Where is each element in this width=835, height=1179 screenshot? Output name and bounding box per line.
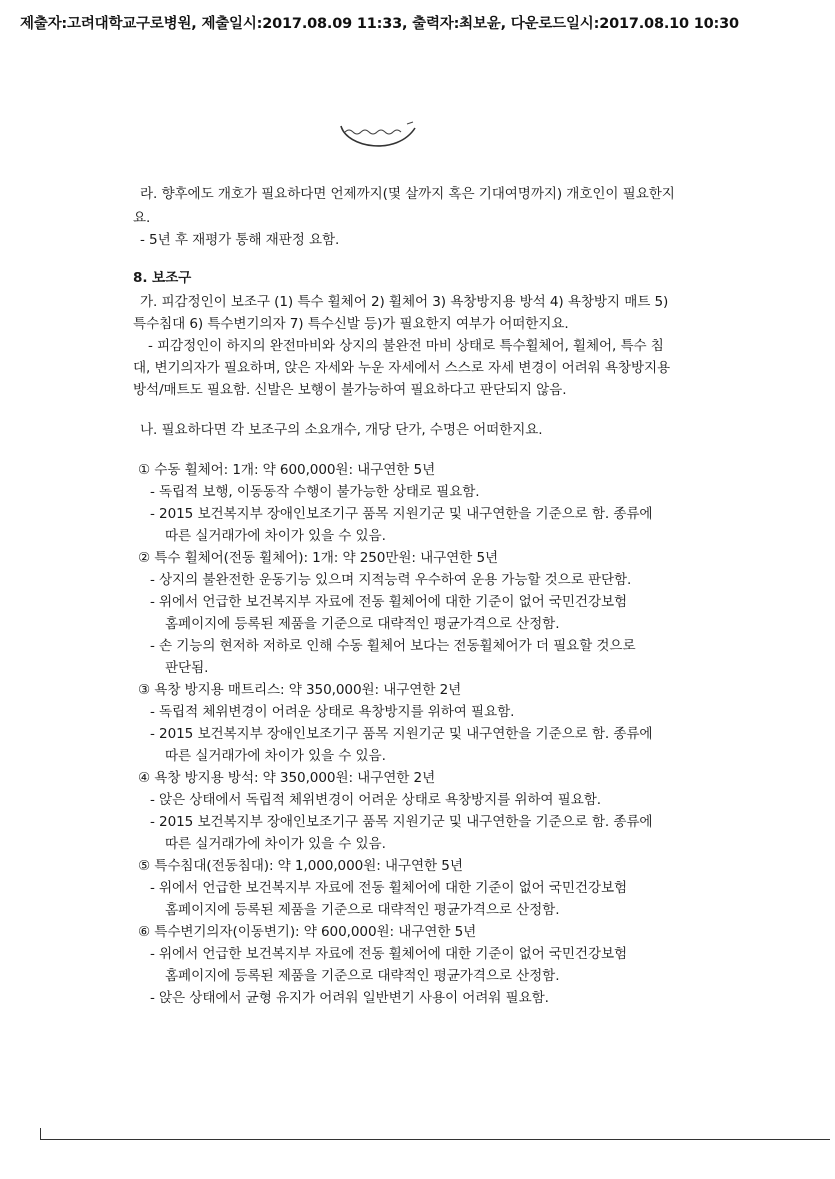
- body-line: 판단됨.: [165, 660, 209, 676]
- item-heading: ① 수동 휠체어: 1개: 약 600,000원: 내구연한 5년: [138, 462, 436, 478]
- item-heading: ④ 욕창 방지용 방석: 약 350,000원: 내구연한 2년: [138, 770, 436, 786]
- body-line: - 손 기능의 현저하 저하로 인해 수동 휠체어 보다는 전동휠체어가 더 필요할 것으로: [150, 638, 636, 654]
- body-line: 따른 실거래가에 차이가 있을 수 있음.: [165, 528, 386, 544]
- body-line: 방석/매트도 필요함. 신발은 보행이 불가능하여 필요하다고 판단되지 않음.: [133, 382, 567, 398]
- body-line: - 2015 보건복지부 장애인보조기구 품목 지원기군 및 내구연한을 기준으로 함. 종류에: [150, 506, 653, 522]
- body-line: - 앉은 상태에서 독립적 체위변경이 어려운 상태로 욕창방지를 위하여 필요함.: [150, 792, 601, 808]
- item-heading: ⑥ 특수변기의자(이동변기): 약 600,000원: 내구연한 5년: [138, 924, 477, 940]
- body-line: - 2015 보건복지부 장애인보조기구 품목 지원기군 및 내구연한을 기준으로 함. 종류에: [150, 726, 653, 742]
- submission-header: 제출자:고려대학교구로병원, 제출일시:2017.08.09 11:33, 출력자:최보윤, 다운로드일시:2017.08.10 10:30: [20, 16, 739, 32]
- section-heading: 8. 보조구: [133, 270, 192, 286]
- item-heading: ⑤ 특수침대(전동침대): 약 1,000,000원: 내구연한 5년: [138, 858, 463, 874]
- body-line: 대, 변기의자가 필요하며, 앉은 자세와 누운 자세에서 스스로 자세 변경이 어려워 욕창방지용: [133, 360, 671, 376]
- body-line: 가. 피감정인이 보조구 (1) 특수 휠체어 2) 휠체어 3) 욕창방지용 방석 4) 욕창방지 매트 5): [140, 294, 669, 310]
- signature-stamp: [337, 118, 419, 158]
- body-line: 라. 향후에도 개호가 필요하다면 언제까지(몇 살까지 혹은 기대여명까지) 개호인이 필요한지: [140, 186, 675, 202]
- page-bottom-rule: [40, 1139, 830, 1140]
- body-line: 특수침대 6) 특수변기의자 7) 특수신발 등)가 필요한지 여부가 어떠한지요.: [133, 316, 569, 332]
- body-line: - 위에서 언급한 보건복지부 자료에 전동 휠체어에 대한 기준이 없어 국민건강보험: [150, 880, 628, 896]
- body-line: 홈페이지에 등록된 제품을 기준으로 대략적인 평균가격으로 산정함.: [165, 616, 560, 632]
- body-line: 따른 실거래가에 차이가 있을 수 있음.: [165, 748, 386, 764]
- body-line: - 위에서 언급한 보건복지부 자료에 전동 휠체어에 대한 기준이 없어 국민건강보험: [150, 946, 628, 962]
- body-line: 나. 필요하다면 각 보조구의 소요개수, 개당 단가, 수명은 어떠한지요.: [140, 422, 543, 438]
- body-line: 홈페이지에 등록된 제품을 기준으로 대략적인 평균가격으로 산정함.: [165, 968, 560, 984]
- body-line: - 5년 후 재평가 통해 재판정 요함.: [140, 232, 340, 248]
- body-line: - 독립적 보행, 이동동작 수행이 불가능한 상태로 필요함.: [150, 484, 480, 500]
- body-line: 따른 실거래가에 차이가 있을 수 있음.: [165, 836, 386, 852]
- item-heading: ② 특수 휠체어(전동 휠체어): 1개: 약 250만원: 내구연한 5년: [138, 550, 499, 566]
- body-line: - 피감정인이 하지의 완전마비와 상지의 불완전 마비 상태로 특수휠체어, 휠체어, 특수 침: [148, 338, 664, 354]
- body-line: - 위에서 언급한 보건복지부 자료에 전동 휠체어에 대한 기준이 없어 국민건강보험: [150, 594, 628, 610]
- body-line: 요.: [133, 210, 151, 226]
- body-line: - 앉은 상태에서 균형 유지가 어려워 일반변기 사용이 어려워 필요함.: [150, 990, 549, 1006]
- body-line: 홈페이지에 등록된 제품을 기준으로 대략적인 평균가격으로 산정함.: [165, 902, 560, 918]
- body-line: - 상지의 불완전한 운동기능 있으며 지적능력 우수하여 운용 가능할 것으로 판단함.: [150, 572, 632, 588]
- item-heading: ③ 욕창 방지용 매트리스: 약 350,000원: 내구연한 2년: [138, 682, 462, 698]
- body-line: - 독립적 체위변경이 어려운 상태로 욕창방지를 위하여 필요함.: [150, 704, 515, 720]
- body-line: - 2015 보건복지부 장애인보조기구 품목 지원기군 및 내구연한을 기준으로 함. 종류에: [150, 814, 653, 830]
